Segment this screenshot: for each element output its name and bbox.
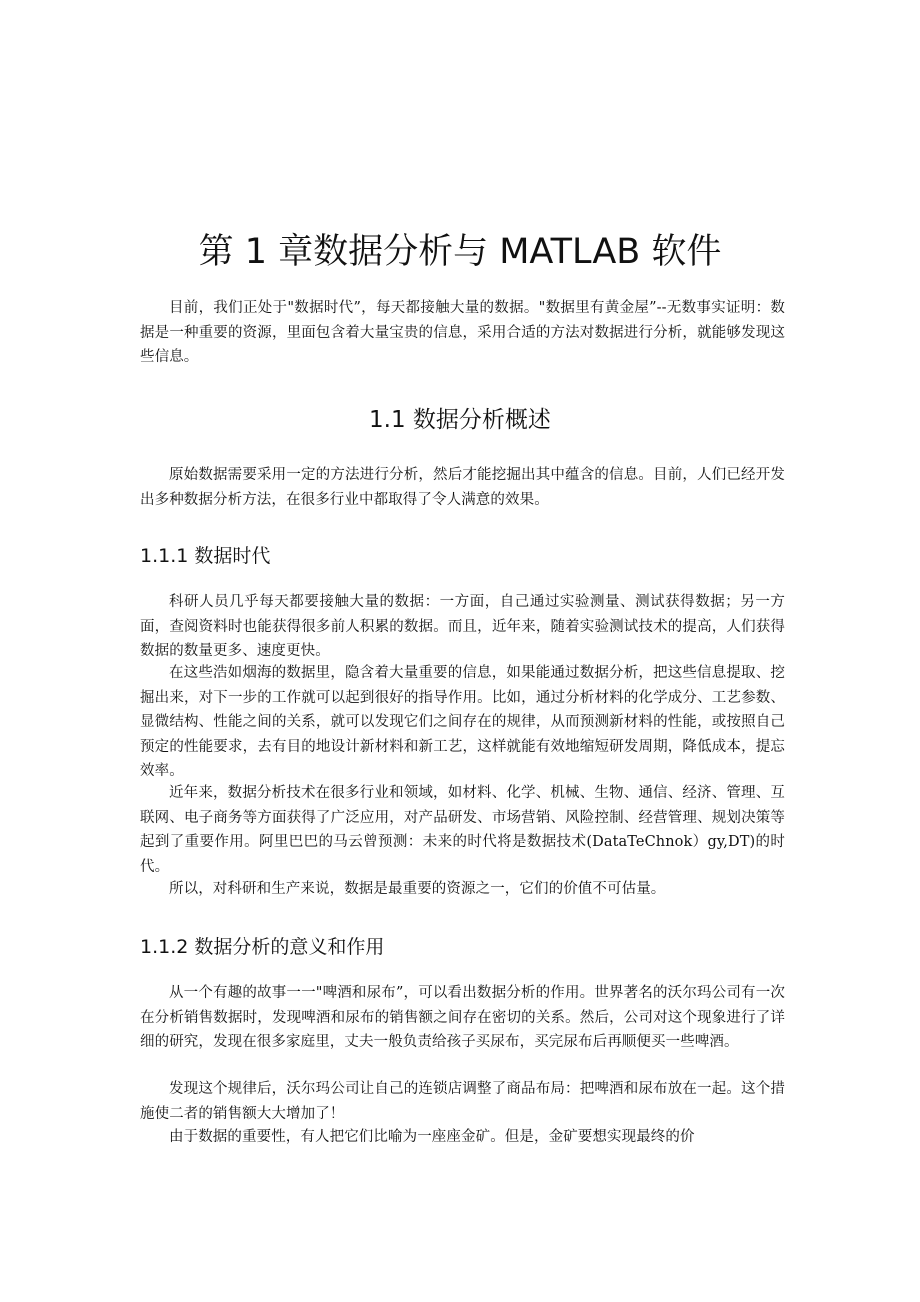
section-1-1-1-title: 1.1.1 数据时代 — [140, 545, 271, 567]
intro-paragraph: 目前，我们正处于"数据时代”，每天都接触大量的数据。"数据里有黄金屋”--无数事实证明：数据是一种重要的资源，里面包含着大量宝贵的信息，采用合适的方法对数据进行分析，就能够发现这些信息。 — [140, 300, 785, 365]
section-1-1-2-paragraph-1: 从一个有趣的故事一一"啤酒和尿布”，可以看出数据分析的作用。世界著名的沃尔玛公司有一次在分析销售数据时，发现啤酒和尿布的销售额之间存在密切的关系。然后，公司对这个现象进行了详细的研究，发现在很多家庭里，丈夫一般负责给孩子买尿布，买完尿布后再顺便买一些啤酒。 — [140, 985, 785, 1050]
section-1-1-2-title: 1.1.2 数据分析的意义和作用 — [140, 936, 385, 958]
section-1-1-1-paragraph-4: 所以，对科研和生产来说，数据是最重要的资源之一，它们的价值不可估量。 — [169, 881, 666, 897]
section-1-1-2-paragraph-2: 发现这个规律后，沃尔玛公司让自己的连锁店调整了商品布局：把啤酒和尿布放在一起。这个措施使二者的销售额大大增加了！ — [140, 1081, 785, 1122]
section-1-1-1-paragraph-3: 近年来，数据分析技术在很多行业和领域，如材料、化学、机械、生物、通信、经济、管理、互联网、电子商务等方面获得了广泛应用，对产品研发、市场营销、风险控制、经营管理、规划决策等起到了重要作用。阿里巴巴的马云曾预测：未来的时代将是数据技术(DataTeChnok）gy,DT)的时代。 — [140, 785, 785, 875]
section-1-1-2-paragraph-3: 由于数据的重要性，有人把它们比喻为一座座金矿。但是，金矿要想实现最终的价 — [169, 1129, 695, 1145]
chapter-title: 第 1 章数据分析与 MATLAB 软件 — [198, 232, 722, 272]
section-1-1-title: 1.1 数据分析概述 — [369, 407, 551, 433]
section-1-1-1-paragraph-2: 在这些浩如烟海的数据里，隐含着大量重要的信息，如果能通过数据分析，把这些信息提取、挖掘出来，对下一步的工作就可以起到很好的指导作用。比如，通过分析材料的化学成分、工艺参数、显微结构、性能之间的关系，就可以发现它们之间存在的规律，从而预测新材料的性能，或按照自己预定的性能要求，去有目的地设计新材料和新工艺，这样就能有效地缩短研发周期，降低成本，提忘效率。 — [140, 665, 785, 779]
section-1-1-1-paragraph-1: 科研人员几乎每天都要接触大量的数据：一方面，自己通过实验测量、测试获得数据；另一方面，查阅资料时也能获得很多前人积累的数据。而且，近年来，随着实验测试技术的提高，人们获得数据的数量更多、速度更快。 — [140, 594, 785, 659]
section-1-1-paragraph: 原始数据需要采用一定的方法进行分析，然后才能挖掘出其中蕴含的信息。目前，人们已经开发出多种数据分析方法，在很多行业中都取得了令人满意的效果。 — [140, 467, 785, 508]
